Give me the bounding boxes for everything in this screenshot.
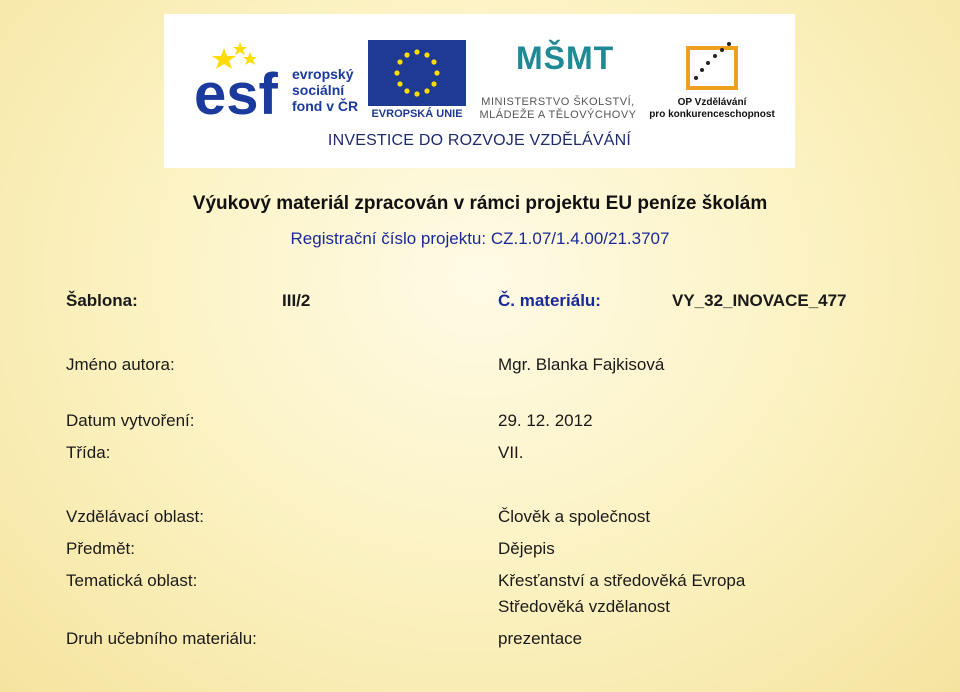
msmt-mark: MŠMT: [516, 40, 615, 76]
area-value: Člověk a společnost: [498, 507, 651, 526]
material-number-label: Č. materiálu:: [498, 291, 601, 310]
date-value: 29. 12. 2012: [498, 411, 593, 430]
esf-line2: sociální: [292, 82, 345, 98]
page-title: Výukový materiál zpracován v rámci projektu EU peníze školám: [192, 193, 768, 214]
op-line2: pro konkurenceschopnost: [649, 109, 775, 120]
template-value: III/2: [282, 291, 311, 310]
logo-banner: [164, 14, 795, 168]
area-label: Vzdělávací oblast:: [66, 507, 204, 526]
topic-value: Křesťanství a středověká Evropa: [498, 571, 746, 590]
author-label: Jméno autora:: [66, 355, 175, 374]
material-number-value: VY_32_INOVACE_477: [672, 291, 847, 310]
op-mark-icon: [682, 38, 742, 94]
esf-logo: [192, 38, 362, 126]
esf-line1: evropský: [292, 66, 354, 82]
registration-number: Registrační číslo projektu: CZ.1.07/1.4.00/21.3707: [290, 229, 670, 248]
msmt-line2: MLÁDEŽE A TĚLOVÝCHOVY: [479, 109, 637, 121]
topic-value-2: Středověká vzdělanost: [498, 597, 670, 616]
msmt-line1: MINISTERSTVO ŠKOLSTVÍ,: [481, 96, 635, 108]
msmt-logo: [472, 38, 644, 122]
material-type-value: prezentace: [498, 629, 583, 648]
eu-label: EVROPSKÁ UNIE: [371, 108, 463, 120]
material-type-label: Druh učebního materiálu:: [66, 629, 257, 648]
author-value: Mgr. Blanka Fajkisová: [498, 355, 665, 374]
op-logo: [648, 38, 776, 122]
esf-letters: esf: [194, 62, 278, 126]
eu-flag-icon: [368, 40, 466, 106]
subject-label: Předmět:: [66, 539, 135, 558]
eu-logo: [368, 40, 466, 122]
date-label: Datum vytvoření:: [66, 411, 195, 430]
class-label: Třída:: [66, 443, 111, 462]
subject-value: Dějepis: [498, 539, 555, 558]
investment-tagline: INVESTICE DO ROZVOJE VZDĚLÁVÁNÍ: [327, 132, 632, 149]
op-line1: OP Vzdělávání: [677, 97, 747, 108]
class-value: VII.: [498, 443, 524, 462]
template-label: Šablona:: [66, 291, 138, 310]
esf-line3: fond v ČR: [292, 98, 359, 114]
topic-label: Tematická oblast:: [66, 571, 198, 590]
